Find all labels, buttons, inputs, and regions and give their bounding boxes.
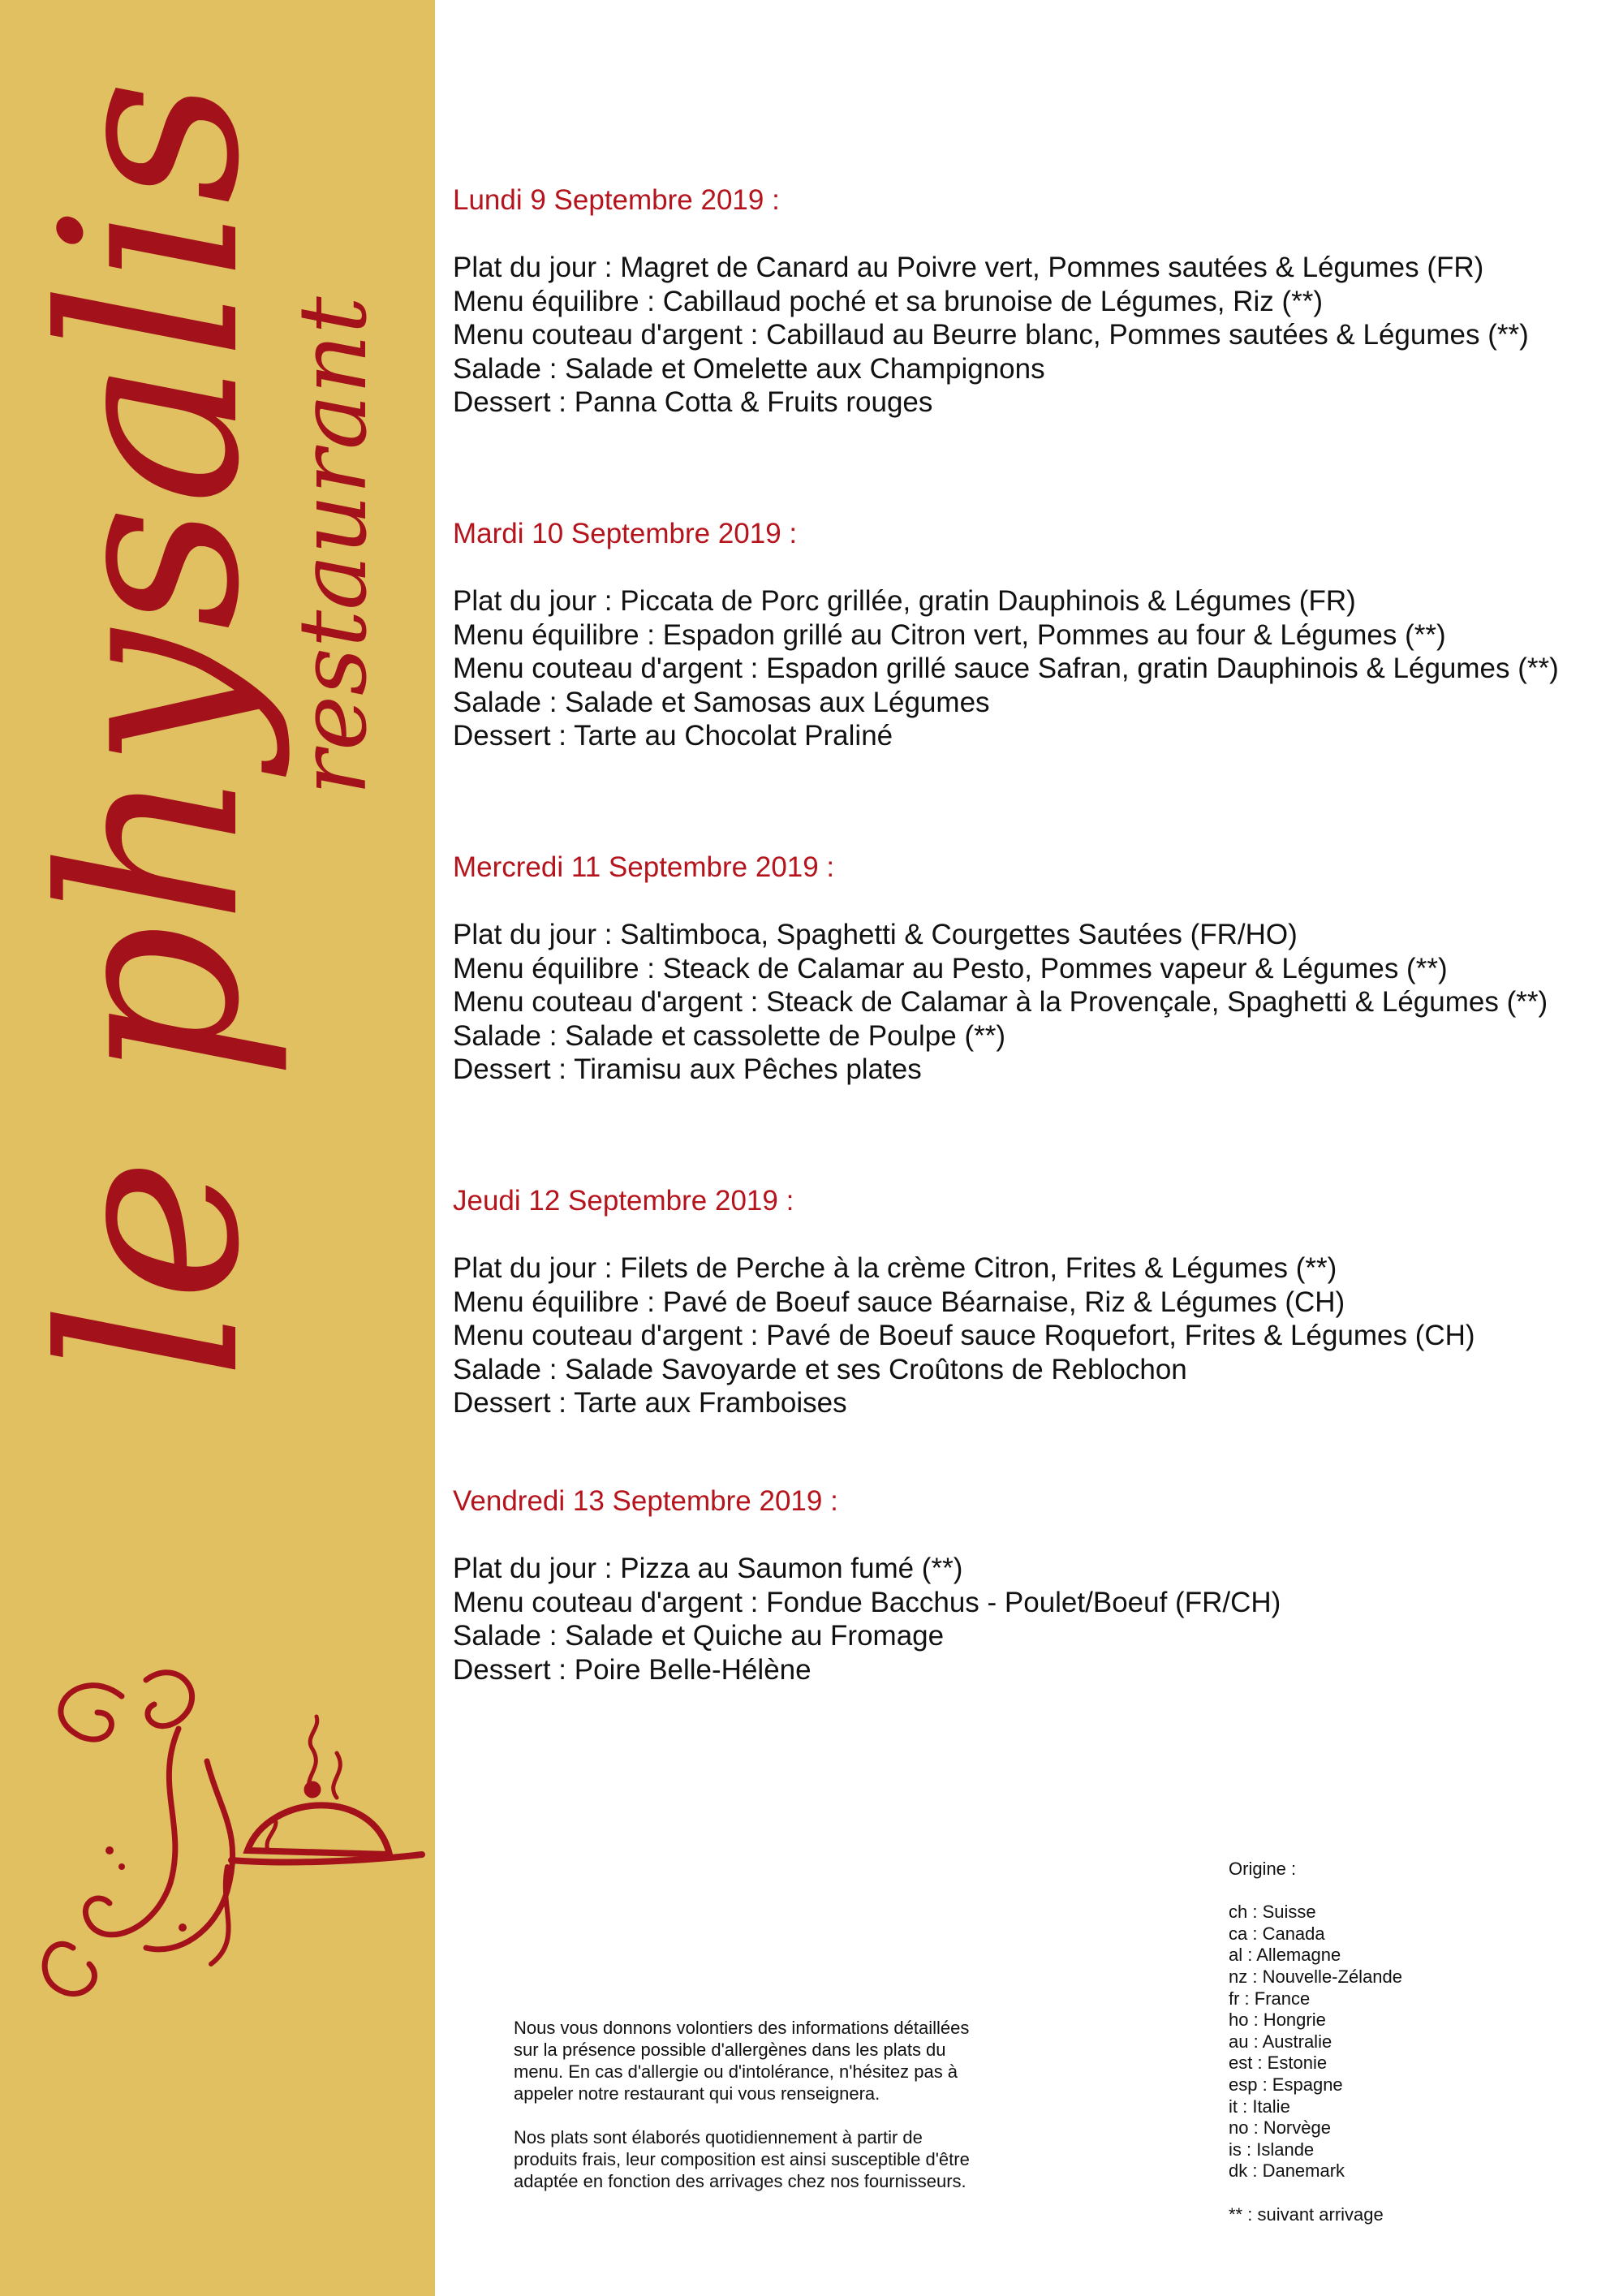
dish-plat-du-jour: Plat du jour : Magret de Canard au Poivre vert, Pommes sautées & Légumes (FR) <box>453 252 1484 283</box>
dish-list <box>453 584 1605 753</box>
origin-item: est : Estonie <box>1229 2053 1328 2074</box>
origin-item: nz : Nouvelle-Zélande <box>1229 1966 1403 1987</box>
dish-menu-couteau: Menu couteau d'argent : Fondue Bacchus - Poulet/Boeuf (FR/CH) <box>453 1586 1281 1618</box>
dish-plat-du-jour: Plat du jour : Piccata de Porc grillée, gratin Dauphinois & Légumes (FR) <box>453 585 1356 617</box>
dish-plat-du-jour: Plat du jour : Saltimboca, Spaghetti & Courgettes Sautées (FR/HO) <box>453 919 1298 950</box>
origin-item: dk : Danemark <box>1229 2160 1345 2182</box>
spacer <box>1229 2182 1569 2204</box>
day-title: Lundi 9 Septembre 2019 : <box>453 184 780 216</box>
origin-item: au : Australie <box>1229 2031 1332 2052</box>
dish-dessert: Dessert : Poire Belle-Hélène <box>453 1653 812 1686</box>
info-line: menu. En cas d'allergie ou d'intolérance, n'hésitez pas à <box>514 2061 958 2082</box>
origin-item: ch : Suisse <box>1229 1902 1316 1923</box>
logo-name: le physalis <box>10 79 293 1380</box>
origin-item: is : Islande <box>1229 2139 1315 2160</box>
dish-menu-equilibre: Menu équilibre : Pavé de Boeuf sauce Béarnaise, Riz & Légumes (CH) <box>453 1286 1345 1318</box>
day-wednesday <box>453 850 1605 1087</box>
sidebar <box>0 0 435 2296</box>
allergen-info <box>514 2017 1098 2214</box>
day-tuesday <box>453 516 1605 753</box>
origin-item: al : Allemagne <box>1229 1945 1341 1966</box>
dish-plat-du-jour: Plat du jour : Filets de Perche à la crème Citron, Frites & Légumes (**) <box>453 1252 1337 1284</box>
day-title: Mardi 10 Septembre 2019 : <box>453 518 798 549</box>
day-title: Jeudi 12 Septembre 2019 : <box>453 1185 794 1217</box>
allergen-paragraph <box>514 2017 1098 2104</box>
dish-menu-couteau: Menu couteau d'argent : Espadon grillé sauce Safran, gratin Dauphinois & Légumes (**) <box>453 653 1559 684</box>
dish-salade: Salade : Salade et Samosas aux Légumes <box>453 686 990 718</box>
cloche-ornament-icon <box>32 1648 430 2013</box>
origin-item: no : Norvège <box>1229 2117 1331 2139</box>
info-line: sur la présence possible d'allergènes dans les plats du <box>514 2040 946 2060</box>
restaurant-logo <box>10 65 434 1607</box>
freshness-paragraph <box>514 2126 1098 2192</box>
info-line: Nos plats sont élaborés quotidiennement à partir de <box>514 2127 923 2147</box>
day-title: Mercredi 11 Septembre 2019 : <box>453 851 835 883</box>
dish-salade: Salade : Salade Savoyarde et ses Croûtons de Reblochon <box>453 1353 1187 1385</box>
day-monday <box>453 183 1605 420</box>
origin-item: ca : Canada <box>1229 1923 1325 1944</box>
day-friday <box>453 1484 1605 1686</box>
dish-dessert: Dessert : Tarte aux Framboises <box>453 1387 847 1419</box>
dish-salade: Salade : Salade et cassolette de Poulpe (**) <box>453 1019 1005 1052</box>
dish-list <box>453 918 1605 1087</box>
origin-item: fr : France <box>1229 1988 1311 2009</box>
origin-item: ho : Hongrie <box>1229 2010 1326 2031</box>
info-line: Nous vous donnons volontiers des informations détaillées <box>514 2018 970 2038</box>
info-line: adaptée en fonction des arrivages chez nos fournisseurs. <box>514 2171 966 2191</box>
origin-note: ** : suivant arrivage <box>1229 2203 1384 2225</box>
dish-menu-equilibre: Menu équilibre : Cabillaud poché et sa brunoise de Légumes, Riz (**) <box>453 285 1323 317</box>
dish-menu-equilibre: Menu équilibre : Steack de Calamar au Pesto, Pommes vapeur & Légumes (**) <box>453 952 1448 984</box>
dish-dessert: Dessert : Tiramisu aux Pêches plates <box>453 1053 922 1085</box>
dish-plat-du-jour: Plat du jour : Pizza au Saumon fumé (**) <box>453 1553 963 1584</box>
day-thursday <box>453 1183 1605 1420</box>
spacer <box>1229 1880 1569 1902</box>
origin-title: Origine : <box>1229 1859 1297 1879</box>
dish-menu-couteau: Menu couteau d'argent : Pavé de Boeuf sauce Roquefort, Frites & Légumes (CH) <box>453 1320 1475 1351</box>
origin-item: esp : Espagne <box>1229 2074 1343 2095</box>
dish-salade: Salade : Salade et Omelette aux Champignons <box>453 352 1045 385</box>
dish-salade: Salade : Salade et Quiche au Fromage <box>453 1620 945 1652</box>
dish-list <box>453 1552 1605 1686</box>
origin-legend <box>1229 1859 1569 2225</box>
dish-dessert: Dessert : Tarte au Chocolat Praliné <box>453 720 893 752</box>
dish-menu-couteau: Menu couteau d'argent : Cabillaud au Beurre blanc, Pommes sautées & Légumes (**) <box>453 319 1529 351</box>
day-title: Vendredi 13 Septembre 2019 : <box>453 1485 838 1517</box>
origin-item: it : Italie <box>1229 2096 1290 2117</box>
dish-list <box>453 1251 1605 1420</box>
info-line: produits frais, leur composition est ainsi susceptible d'être <box>514 2149 970 2169</box>
info-line: appeler notre restaurant qui vous renseignera. <box>514 2083 880 2104</box>
dish-menu-couteau: Menu couteau d'argent : Steack de Calamar à la Provençale, Spaghetti & Légumes (**) <box>453 986 1548 1018</box>
dish-list <box>453 251 1605 420</box>
dish-dessert: Dessert : Panna Cotta & Fruits rouges <box>453 386 933 418</box>
dish-menu-equilibre: Menu équilibre : Espadon grillé au Citron vert, Pommes au four & Légumes (**) <box>453 618 1446 651</box>
logo-subtitle: restaurant <box>279 296 388 795</box>
